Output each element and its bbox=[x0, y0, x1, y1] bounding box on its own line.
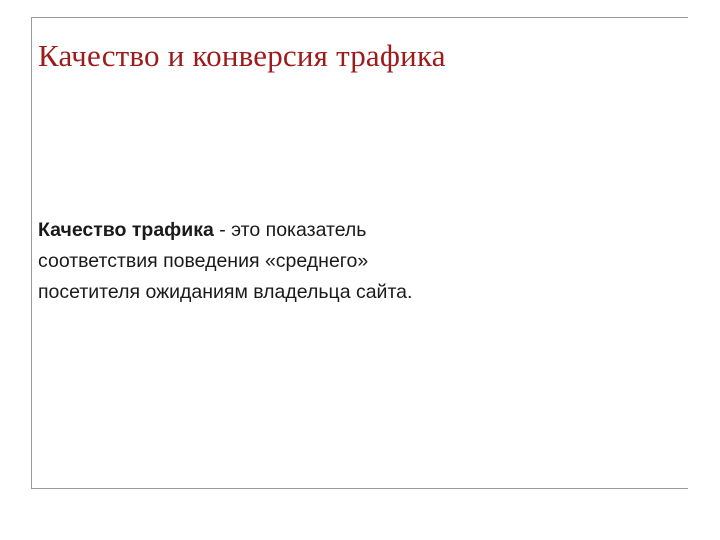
bottom-divider bbox=[31, 488, 688, 489]
slide-body bbox=[38, 215, 638, 308]
body-line-1 bbox=[38, 215, 638, 246]
body-line-1-rest: - это показатель bbox=[213, 219, 367, 241]
body-line-3: посетителя ожиданиям владельца сайта. bbox=[38, 281, 413, 303]
body-lead-term: Качество трафика bbox=[38, 219, 214, 241]
body-line-2: соответствия поведения «среднего» bbox=[38, 250, 369, 272]
slide-title: Качество и конверсия трафика bbox=[38, 38, 446, 73]
top-divider bbox=[31, 17, 688, 18]
left-divider bbox=[31, 17, 32, 489]
